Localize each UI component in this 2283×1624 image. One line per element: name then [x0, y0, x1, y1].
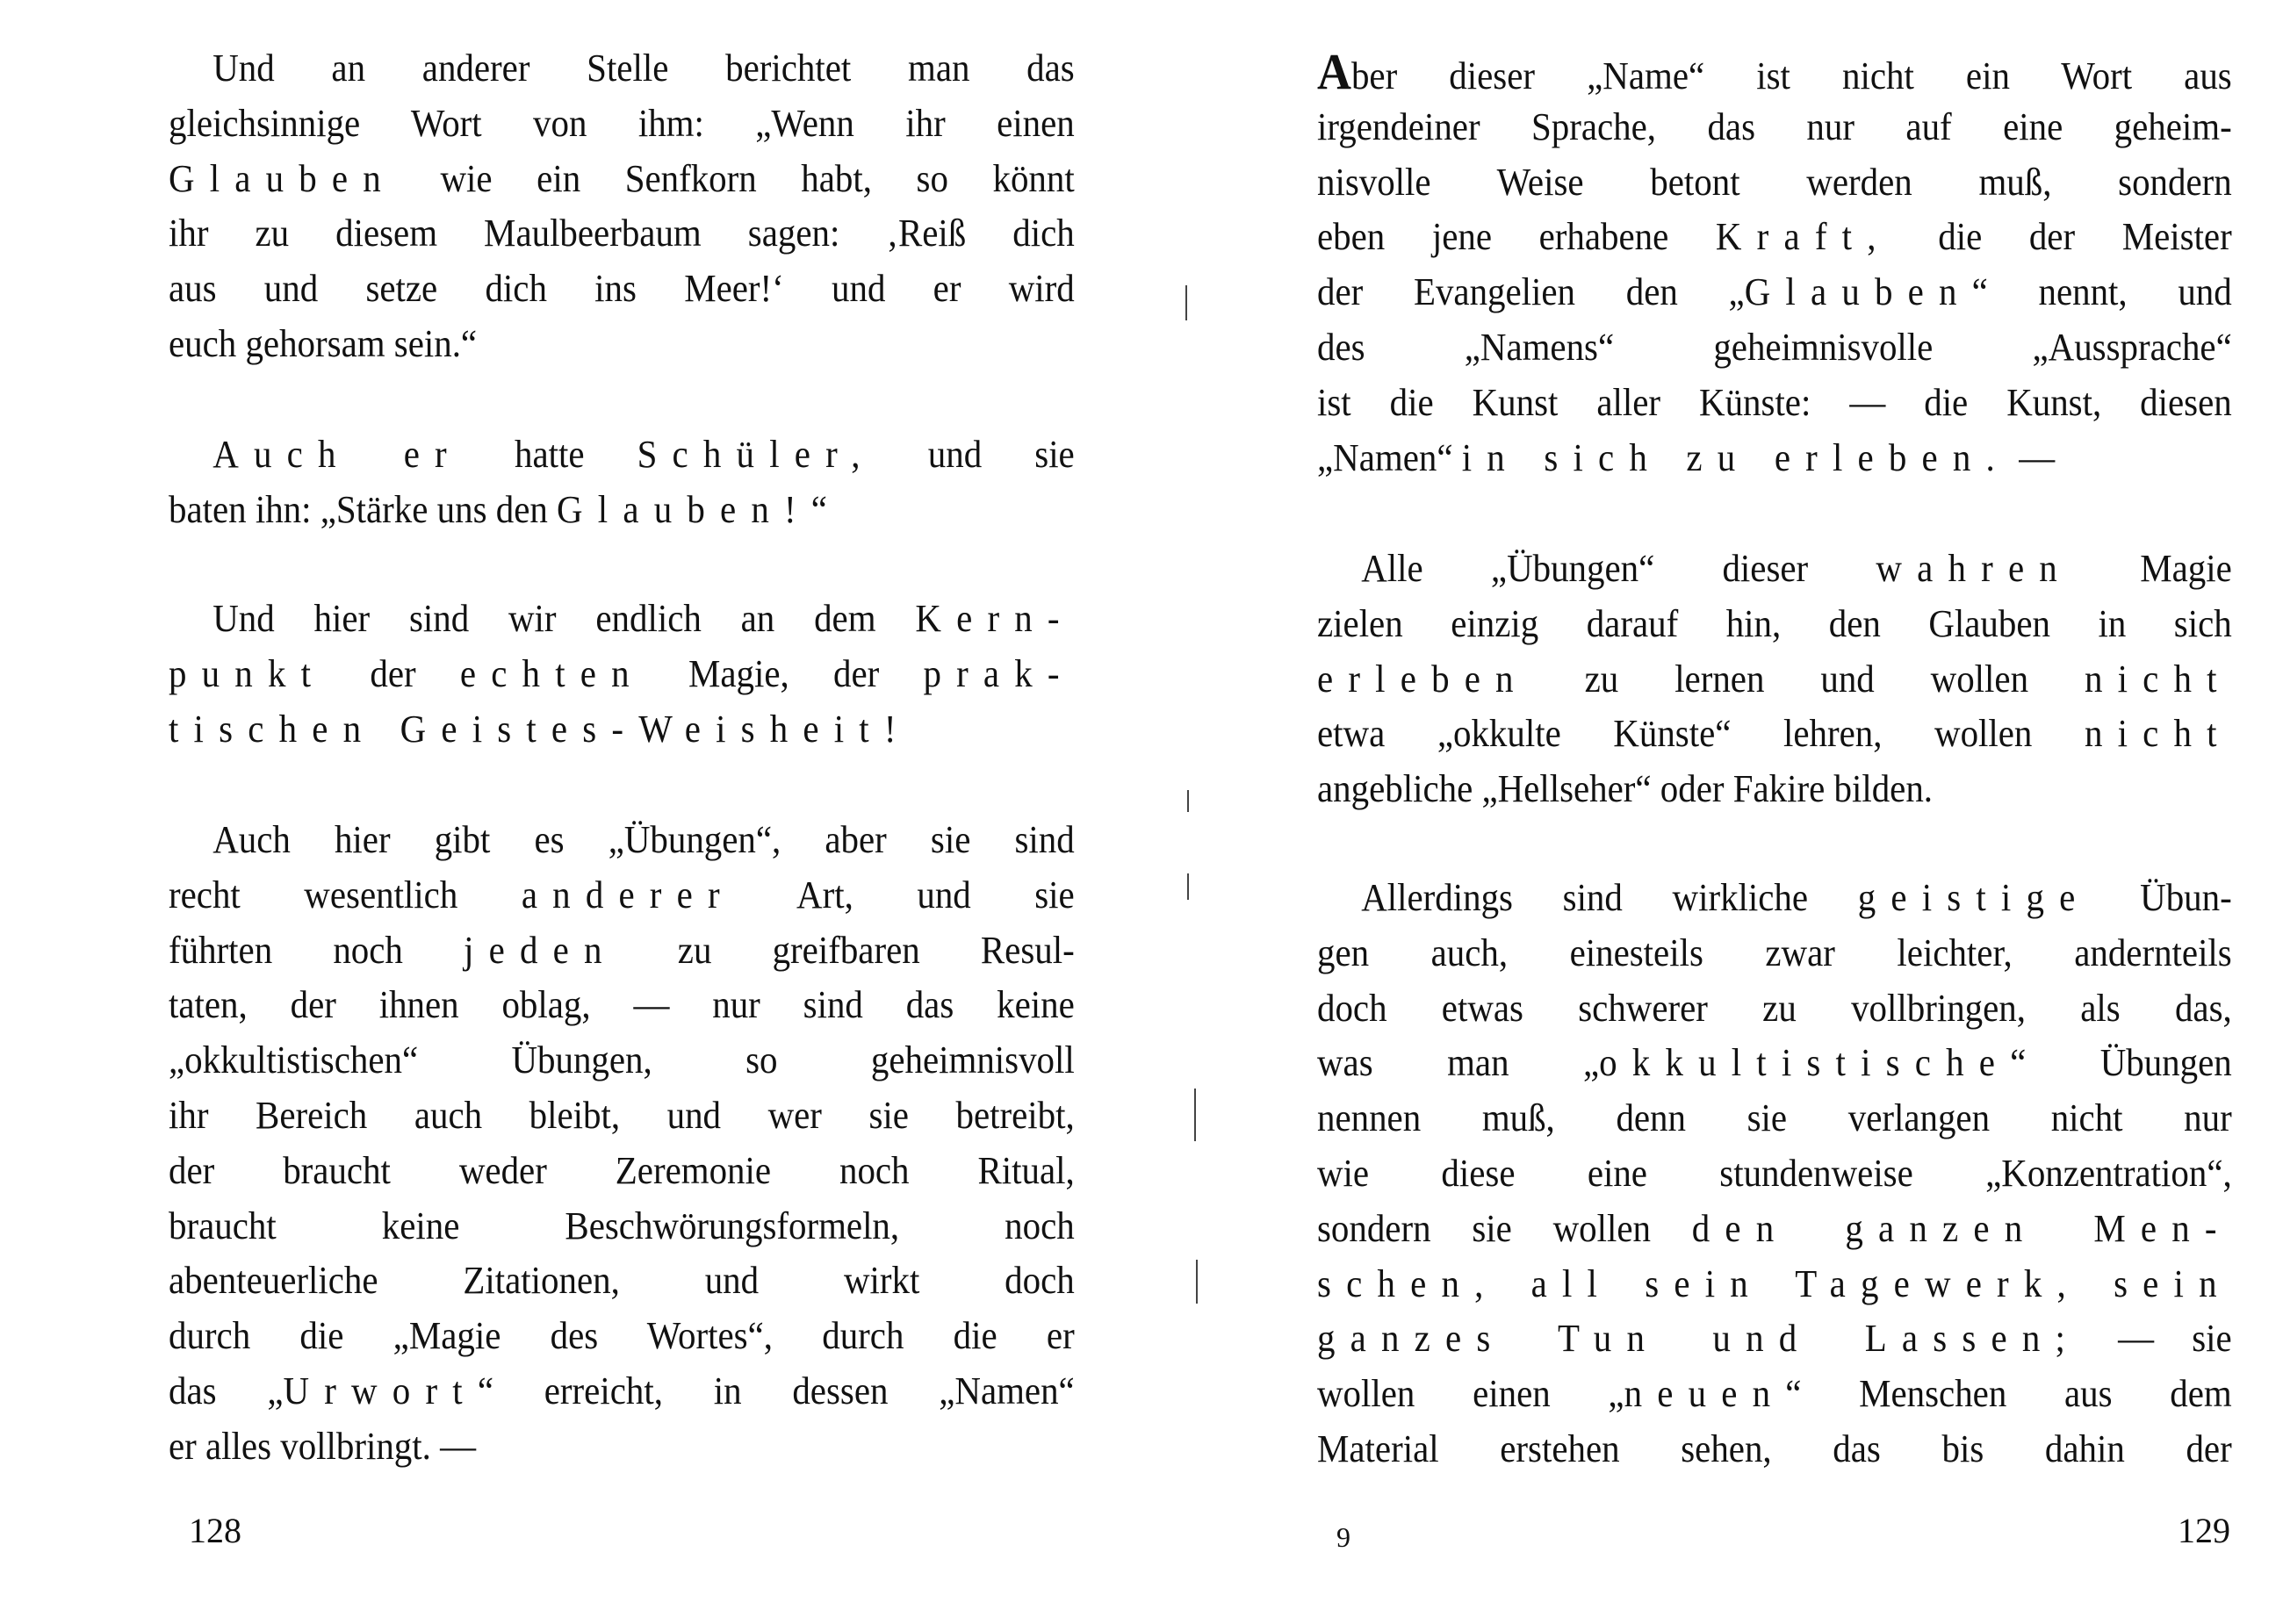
text-segment: sondern sie wollen: [1317, 1206, 1692, 1250]
text-segment: “ Menschen aus dem: [1785, 1372, 2232, 1416]
text-line: [1317, 320, 2232, 376]
paragraph: [169, 41, 1075, 372]
text-segment: nisvolle Weise betont werden muß, sondern: [1317, 160, 2232, 204]
text-segment: euch gehorsam sein.“: [169, 321, 478, 365]
text-line: [1317, 1146, 2232, 1202]
text-line: [1317, 265, 2232, 320]
spaced-emphasis: neuen: [1624, 1372, 1786, 1416]
text-segment: und sie: [875, 433, 1075, 476]
text-segment: — sie: [2080, 1317, 2232, 1361]
text-line: [169, 1254, 1075, 1309]
text-segment: „Namen“: [1317, 435, 1462, 479]
spaced-emphasis: Auch: [212, 433, 351, 476]
text-line: [169, 317, 1075, 372]
text-segment: taten, der ihnen oblag, — nur sind das keine: [169, 983, 1075, 1027]
text-line: [169, 978, 1075, 1033]
text-segment: gleichsinnige Wort von ihm: „Wenn ihr einen: [169, 101, 1075, 145]
page-number-right: 129: [2178, 1511, 2230, 1550]
scan-mark: [1187, 790, 1189, 812]
spaced-emphasis: in sich zu erleben.: [1461, 435, 2010, 479]
paragraph: [169, 592, 1075, 757]
text-line: [169, 41, 1075, 97]
text-line: [1317, 155, 2232, 211]
text-line: [1317, 45, 2232, 100]
text-segment: Magie, der: [644, 651, 924, 695]
spaced-emphasis: Kraft,: [1715, 215, 1891, 259]
spaced-emphasis: erleben: [1317, 657, 1529, 701]
text-line: [169, 1419, 1075, 1475]
text-segment: etwa „okkulte Künste“ lehren, wollen: [1317, 712, 2085, 756]
text-segment: Allerdings sind wirkliche: [1361, 876, 1858, 919]
page-number-left: 128: [189, 1511, 241, 1550]
text-line: [169, 152, 1075, 207]
scan-mark: [1194, 1089, 1196, 1141]
text-line: [169, 592, 1075, 647]
text-segment: [351, 433, 404, 476]
text-line: [1317, 1422, 2232, 1477]
text-segment: Material erstehen sehen, das bis dahin der: [1317, 1426, 2232, 1470]
text-line: [169, 1033, 1075, 1089]
text-segment: zu greifbaren Resul-: [616, 928, 1075, 972]
text-line: [1317, 100, 2232, 155]
text-segment: er alles vollbringt. —: [169, 1424, 477, 1468]
spaced-emphasis: nicht: [2084, 712, 2232, 756]
text-line: [169, 1364, 1075, 1419]
text-line: [1317, 597, 2232, 652]
text-segment: das „: [169, 1369, 284, 1412]
spaced-emphasis: Glauben!“: [557, 487, 843, 531]
text-line: [1317, 1091, 2232, 1146]
text-segment: ihr Bereich auch bleibt, und wer sie betreibt,: [169, 1093, 1075, 1137]
text-segment: der Evangelien den „: [1317, 270, 1745, 314]
text-segment: doch etwas schwerer zu vollbringen, als das,: [1317, 986, 2232, 1030]
text-segment: des „Namens“ geheimnisvolle „Aussprache“: [1317, 325, 2232, 369]
paragraph: [1317, 871, 2232, 1477]
text-line: [1317, 431, 2232, 486]
paragraph: [1317, 542, 2232, 817]
spaced-emphasis: nicht: [2084, 657, 2232, 701]
spaced-emphasis: Schüler,: [637, 433, 875, 476]
text-segment: irgendeiner Sprache, das nur auf eine geheim-: [1317, 104, 2232, 148]
paragraph: [1317, 45, 2232, 485]
text-line: [169, 868, 1075, 923]
text-line: [1317, 981, 2232, 1037]
text-line: [1317, 652, 2232, 708]
text-segment: wollen einen „: [1317, 1372, 1624, 1416]
spaced-emphasis: Kern-: [915, 597, 1075, 640]
text-line: [1317, 1367, 2232, 1422]
text-line: [1317, 1311, 2232, 1367]
scan-mark: [1185, 285, 1187, 320]
text-segment: ber dieser „Name“ ist nicht ein Wort aus: [1350, 54, 2232, 97]
text-line: [169, 206, 1075, 262]
text-line: [1317, 1036, 2232, 1091]
text-line: [1317, 376, 2232, 431]
text-line: [169, 1144, 1075, 1199]
text-segment: Alle „Übungen“ dieser: [1361, 547, 1876, 590]
spaced-emphasis: geistige: [1857, 876, 2091, 919]
text-segment: durch die „Magie des Wortes“, durch die er: [169, 1314, 1075, 1358]
spaced-emphasis: tischen Geistes-Weisheit!: [169, 707, 911, 751]
spaced-emphasis: Urwort: [283, 1369, 478, 1412]
scan-mark: [1196, 1260, 1198, 1304]
text-segment: “ nennt, und: [1971, 270, 2232, 314]
text-segment: Und an anderer Stelle berichtet man das: [212, 47, 1075, 90]
text-segment: Und hier sind wir endlich an dem: [212, 597, 916, 640]
text-segment: zielen einzig darauf hin, den Glauben in sich: [1317, 601, 2232, 645]
text-segment: Übun-: [2090, 876, 2232, 919]
spaced-emphasis: er: [403, 433, 462, 476]
text-segment: aus und setze dich ins Meer!‘ und er wird: [169, 267, 1075, 311]
right-page: [1142, 0, 2283, 1624]
text-segment: abenteuerliche Zitationen, und wirkt doch: [169, 1259, 1075, 1303]
scan-mark: [1187, 873, 1189, 900]
text-segment: gen auch, einesteils zwar leichter, andernteils: [1317, 931, 2232, 974]
signature-mark: 9: [1336, 1521, 1350, 1553]
text-segment: was man „: [1317, 1041, 1600, 1085]
text-segment: “ Übungen: [2010, 1041, 2232, 1085]
text-segment: der: [326, 651, 460, 695]
text-line: [169, 923, 1075, 979]
spaced-emphasis: ganzes Tun und Lassen;: [1317, 1317, 2081, 1361]
text-line: [1317, 1202, 2232, 1257]
spaced-emphasis: okkultistische: [1599, 1041, 2011, 1085]
spaced-emphasis: prak-: [923, 651, 1075, 695]
text-segment: die der Meister: [1890, 215, 2232, 259]
text-segment: wie ein Senfkorn habt, so könnt: [395, 156, 1075, 200]
paragraph: [169, 428, 1075, 538]
text-segment: zu lernen und wollen: [1528, 657, 2085, 701]
text-line: [169, 702, 1075, 758]
text-line: [169, 428, 1075, 483]
text-segment: recht wesentlich: [169, 873, 522, 916]
text-line: [169, 483, 1075, 538]
spaced-emphasis: punkt: [169, 651, 327, 695]
text-segment: baten ihn: „Stärke uns den: [169, 487, 558, 531]
text-segment: ihr zu diesem Maulbeerbaum sagen: ‚Reiß dich: [169, 212, 1075, 255]
text-line: [169, 97, 1075, 152]
text-line: [169, 1309, 1075, 1364]
text-line: [169, 813, 1075, 868]
spaced-emphasis: schen, all sein Tagewerk, sein: [1317, 1261, 2232, 1305]
text-line: [169, 647, 1075, 702]
text-line: [169, 1089, 1075, 1144]
paragraph: [169, 813, 1075, 1475]
text-line: [1317, 926, 2232, 981]
text-segment: wie diese eine stundenweise „Konzentration“,: [1317, 1151, 2232, 1195]
text-segment: angebliche „Hellseher“ oder Fakire bilden.: [1317, 767, 1934, 811]
text-line: [169, 1199, 1075, 1254]
text-segment: —: [2009, 435, 2056, 479]
initial-letter: A: [1317, 43, 1351, 100]
spaced-emphasis: Glauben: [1744, 270, 1972, 314]
text-segment: führten noch: [169, 928, 465, 972]
text-segment: eben jene erhabene: [1317, 215, 1716, 259]
spaced-emphasis: anderer: [521, 873, 735, 916]
spaced-emphasis: den ganzen Men-: [1691, 1206, 2232, 1250]
spaced-emphasis: Glauben: [169, 156, 396, 200]
spaced-emphasis: echten: [459, 651, 645, 695]
text-line: [1317, 1257, 2232, 1312]
text-line: [1317, 542, 2232, 597]
text-line: [1317, 210, 2232, 265]
text-line: [169, 262, 1075, 317]
text-segment: Art, und sie: [734, 873, 1075, 916]
text-line: [1317, 871, 2232, 926]
text-segment: Magie: [2071, 547, 2232, 590]
text-segment: Auch hier gibt es „Übungen“, aber sie sind: [212, 818, 1075, 861]
text-segment: braucht keine Beschwörungsformeln, noch: [169, 1204, 1075, 1247]
spaced-emphasis: jeden: [464, 928, 617, 972]
text-line: [1317, 707, 2232, 762]
text-segment: der braucht weder Zeremonie noch Ritual,: [169, 1148, 1075, 1192]
text-line: [1317, 762, 2232, 817]
spaced-emphasis: wahren: [1876, 547, 2072, 590]
text-segment: “ erreicht, in dessen „Namen“: [477, 1369, 1075, 1412]
text-segment: ist die Kunst aller Künste: — die Kunst, diesen: [1317, 380, 2232, 424]
text-segment: „okkultistischen“ Übungen, so geheimnisvoll: [169, 1038, 1075, 1082]
text-segment: hatte: [461, 433, 637, 476]
text-segment: nennen muß, denn sie verlangen nicht nur: [1317, 1096, 2232, 1140]
